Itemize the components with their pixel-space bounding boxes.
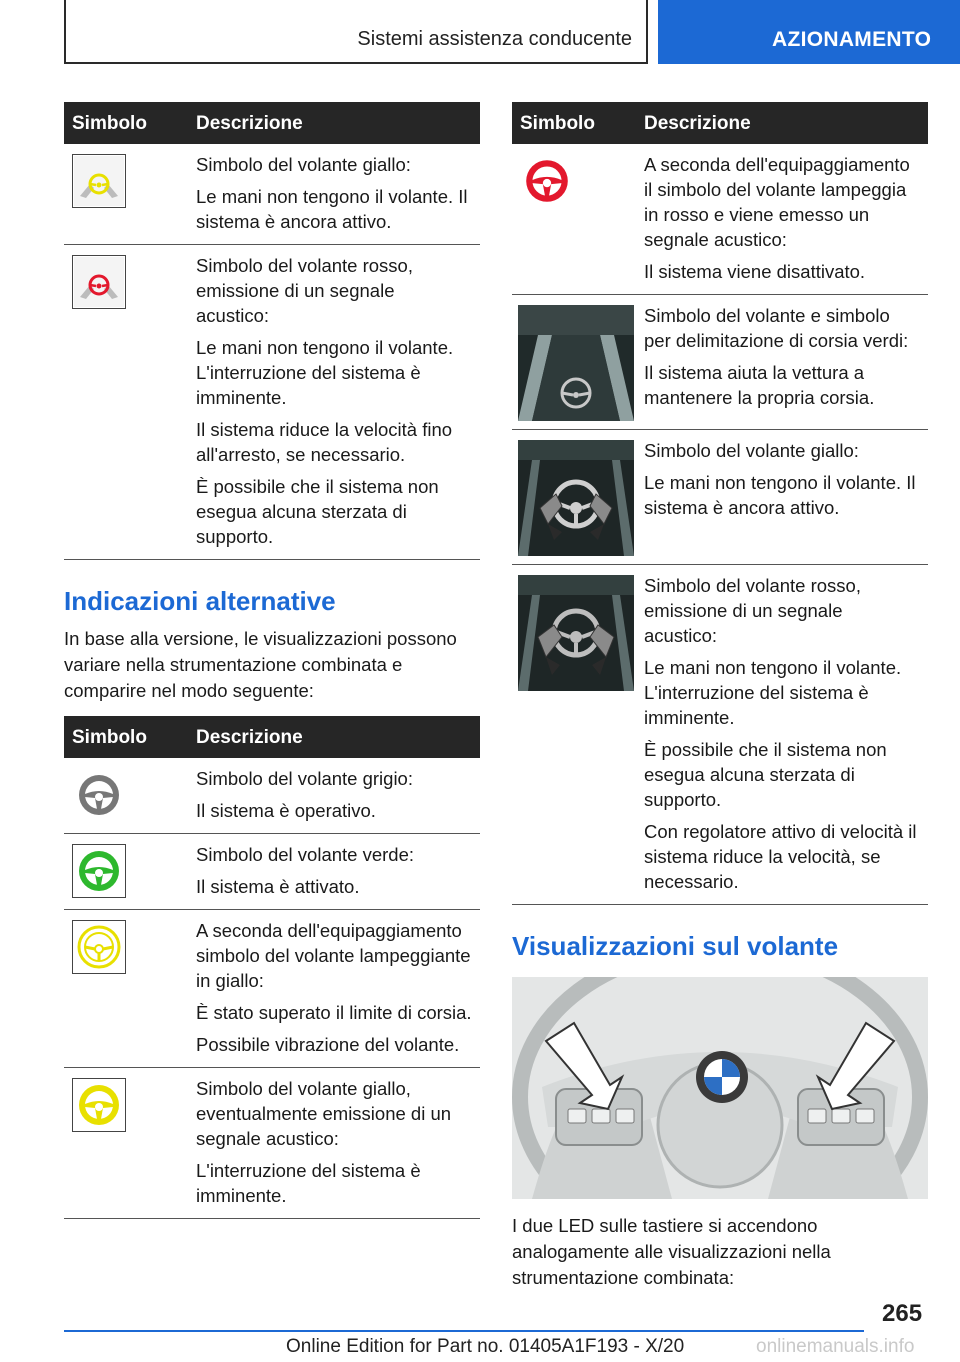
description-text: Simbolo del volante giallo, eventualmente emissione di un segnale acustico: xyxy=(196,1078,452,1149)
table-row xyxy=(64,758,480,834)
description-text: Simbolo del volante verde: xyxy=(196,844,415,865)
left-column xyxy=(64,102,480,1219)
description-text: Simbolo del volante rosso, emissione di un segnale acustico: xyxy=(644,575,861,646)
description-text: Simbolo del volante giallo: xyxy=(644,440,859,461)
steering-wheel-yellow-filled-icon xyxy=(72,1078,126,1132)
header-chapter-tab[interactable]: AZIONAMENTO xyxy=(658,0,960,64)
table-header-row xyxy=(64,716,480,758)
table-header-row xyxy=(512,102,928,144)
steering-wheel-yellow-outline-icon xyxy=(72,920,126,974)
description-text: A seconda dell'equipaggiamento simbolo del volante lampeggiante in giallo: xyxy=(196,920,471,991)
steering-wheel-red-hands-icon xyxy=(72,255,126,309)
table-row xyxy=(64,834,480,910)
page-number: 265 xyxy=(882,1300,923,1327)
description-text: È possibile che il sistema non esegua alcuna sterzata di supporto. xyxy=(644,739,887,810)
table-row xyxy=(64,144,480,245)
footer-edition: Online Edition for Part no. 01405A1F193 - X/20 xyxy=(286,1336,685,1357)
description-text: Possibile vibrazione del volante. xyxy=(196,1034,460,1055)
description-text: A seconda dell'equipaggiamento il simbolo del volante lampeggia in rosso e viene emesso un segnale acustico: xyxy=(644,154,910,250)
description-text: Il sistema è operativo. xyxy=(196,800,376,821)
table-row xyxy=(512,144,928,295)
description-text: Il sistema aiuta la vettura a mantenere la propria corsia. xyxy=(644,362,875,408)
symbol-table-2 xyxy=(64,716,480,1219)
description-text: Le mani non tengono il volante. Il sistema è ancora attivo. xyxy=(196,186,468,232)
description-text: L'interruzione del sistema è imminente. xyxy=(196,1160,421,1206)
steering-wheel-red-icon xyxy=(520,154,574,208)
col-header-description: Descrizione xyxy=(188,102,480,144)
description-text: Simbolo del volante rosso, emissione di un segnale acustico: xyxy=(196,255,413,326)
table-row xyxy=(64,1068,480,1219)
symbol-table-3 xyxy=(512,102,928,905)
description-text: Le mani non tengono il volante. Il sistema è ancora attivo. xyxy=(644,472,916,518)
watermark-text: onlinemanuals.info xyxy=(756,1336,915,1357)
col-header-description: Descrizione xyxy=(188,716,480,758)
footer-divider xyxy=(64,1330,864,1332)
lane-keeping-display-icon xyxy=(518,305,634,421)
steering-wheel-grey-icon xyxy=(72,768,126,822)
section-title-alternative: Indicazioni alternative xyxy=(64,586,336,616)
section-title-wheel: Visualizzazioni sul volante xyxy=(512,931,839,961)
steering-wheel-photo xyxy=(512,977,928,1199)
symbol-table-1 xyxy=(64,102,480,560)
description-text: Il sistema riduce la velocità fino all'arresto, se necessario. xyxy=(196,419,453,465)
table-header-row xyxy=(64,102,480,144)
description-text: Il sistema viene disattivato. xyxy=(644,261,866,282)
hands-on-wheel-display-icon xyxy=(518,440,634,556)
right-column xyxy=(512,102,928,1303)
description-text: Le mani non tengono il volante. L'interruzione del sistema è imminente. xyxy=(196,337,454,408)
description-text: Il sistema è attivato. xyxy=(196,876,360,897)
description-text: Le mani non tengono il volante. L'interruzione del sistema è imminente. xyxy=(644,657,902,728)
col-header-symbol: Simbolo xyxy=(512,102,636,144)
section-intro: In base alla versione, le visualizzazioni possono variare nella strumentazione combinata e comparire nel modo seguente: xyxy=(64,628,457,701)
description-text: Simbolo del volante giallo: xyxy=(196,154,411,175)
hands-on-wheel-display-red-icon xyxy=(518,575,634,691)
col-header-symbol: Simbolo xyxy=(64,102,188,144)
description-text: Simbolo del volante e simbolo per delimitazione di corsia verdi: xyxy=(644,305,909,351)
col-header-symbol: Simbolo xyxy=(64,716,188,758)
steering-wheel-yellow-hands-icon xyxy=(72,154,126,208)
wheel-section-text: I due LED sulle tastiere si accendono analogamente alle visualizzazioni nella strumentazione combinata: xyxy=(512,1215,831,1288)
table-row xyxy=(64,245,480,560)
table-row xyxy=(512,565,928,905)
col-header-description: Descrizione xyxy=(636,102,928,144)
description-text: È possibile che il sistema non esegua alcuna sterzata di supporto. xyxy=(196,476,439,547)
header-frame xyxy=(64,0,648,64)
table-row xyxy=(64,910,480,1068)
description-text: È stato superato il limite di corsia. xyxy=(196,1002,472,1023)
header-section-title: Sistemi assistenza conducente xyxy=(357,28,632,50)
description-text: Con regolatore attivo di velocità il sistema riduce la velocità, se necessario. xyxy=(644,821,917,892)
table-row xyxy=(512,430,928,565)
description-text: Simbolo del volante grigio: xyxy=(196,768,413,789)
steering-wheel-green-icon xyxy=(72,844,126,898)
table-row xyxy=(512,295,928,430)
